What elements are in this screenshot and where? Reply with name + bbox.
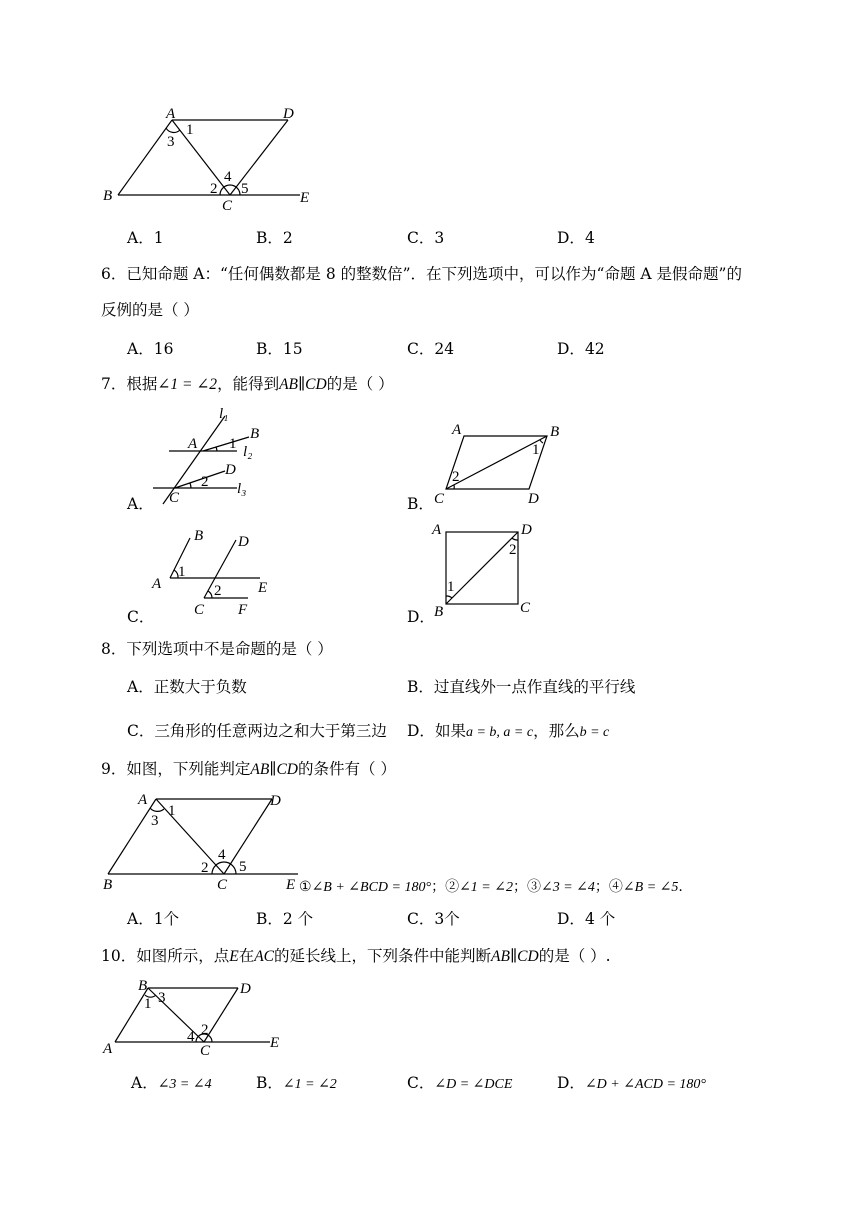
q9-cond-3-num: ③ xyxy=(527,879,541,895)
q9-cond-1: ∠B + ∠BCD = 180° xyxy=(311,880,432,895)
option-text-pre: 如果 xyxy=(434,722,466,740)
q9-cond-1-num: ① xyxy=(299,879,312,895)
q10-angle-4: 4 xyxy=(187,1029,195,1045)
option-text: 过直线外一点作直线的平行线 xyxy=(433,678,636,696)
q9-cond-2-num: ② xyxy=(445,879,460,895)
q9-option-a[interactable] xyxy=(127,909,179,929)
q5-line-AB xyxy=(118,120,172,195)
q7-option-c[interactable]: C． xyxy=(127,608,155,626)
option-letter: D． xyxy=(407,722,435,740)
q7a-arc-2 xyxy=(190,483,191,488)
q9-cond-3: ∠3 = ∠4 xyxy=(541,880,595,895)
q5-label-A: A xyxy=(166,106,176,122)
option-letter: B． xyxy=(407,678,434,696)
q9-cond-4: ∠B = ∠5 xyxy=(622,880,679,895)
q5-figure xyxy=(100,100,330,215)
q9-stem xyxy=(101,759,396,780)
option-letter: C． xyxy=(407,340,435,358)
q8-option-b[interactable] xyxy=(407,677,635,697)
option-letter: C． xyxy=(407,910,435,928)
q7b-label-C: C xyxy=(434,491,445,507)
q5-option-b[interactable] xyxy=(256,228,293,248)
q9-angle-3: 3 xyxy=(151,813,159,829)
q7c-arc-2 xyxy=(208,591,212,598)
q10-line-BC xyxy=(148,988,204,1042)
option-text: 2 个 xyxy=(282,910,314,928)
q10-p3: 的延长线上，下列条件中能判断 xyxy=(274,947,492,965)
q9-angle-4: 4 xyxy=(218,847,226,863)
option-text-mid: ，那么 xyxy=(533,722,580,740)
q9-prefix: 9．如图，下列能判定 xyxy=(101,760,251,778)
option-text: 4 xyxy=(584,229,595,247)
option-letter: A． xyxy=(127,340,154,358)
q7a-angle-2: 2 xyxy=(201,474,209,490)
q7d-angle-1: 1 xyxy=(447,579,455,595)
q10-line-CD xyxy=(204,988,238,1042)
q10-option-c[interactable] xyxy=(407,1073,512,1095)
option-letter: D． xyxy=(557,340,585,358)
option-text: 4 个 xyxy=(584,910,616,928)
q7-figure-c xyxy=(150,522,280,622)
q5-label-B: B xyxy=(103,188,113,204)
q9-label-B: B xyxy=(103,877,113,893)
q6-stem-line1: 6．已知命题 A：“任何偶数都是 8 的整数倍”．在下列选项中，可以作为“命题 A 是假命题”的 xyxy=(101,265,742,283)
q5-angle-4: 4 xyxy=(224,169,232,185)
q7-figure-d xyxy=(430,518,550,618)
q9-label-D: D xyxy=(270,793,281,809)
option-text: 3 xyxy=(434,229,445,247)
q6-option-c[interactable] xyxy=(407,339,454,359)
q7a-label-l3: l₃ xyxy=(237,481,247,497)
q7d-label-C: C xyxy=(520,600,531,616)
q9-suffix: 的条件有（ ） xyxy=(298,760,396,778)
q9-label-C: C xyxy=(217,877,228,893)
q7c-angle-2: 2 xyxy=(214,583,222,599)
q10-label-D: D xyxy=(240,981,251,997)
q9-label-E: E xyxy=(286,877,296,893)
q5-arc-A xyxy=(166,128,180,132)
q9-conditions xyxy=(299,877,683,898)
q7a-label-C: C xyxy=(169,490,180,506)
q9-option-d[interactable] xyxy=(557,909,615,929)
q8-option-d[interactable] xyxy=(407,721,609,743)
option-letter: A． xyxy=(127,678,154,696)
q7a-arc-1 xyxy=(216,447,217,451)
q5-line-AC xyxy=(172,120,230,195)
q9-angle-5: 5 xyxy=(239,859,247,875)
q5-line-CD xyxy=(230,120,288,195)
option-letter: A． xyxy=(127,229,154,247)
q7-condition: ∠1 = ∠2 xyxy=(157,376,218,393)
q10-target: AB∥CD xyxy=(491,948,539,965)
q7d-arc-2 xyxy=(512,538,518,540)
q7c-label-A: A xyxy=(152,576,162,592)
q7a-label-B: B xyxy=(250,426,260,442)
q10-p2: 在 xyxy=(238,947,255,965)
q9-arc-C xyxy=(212,862,236,874)
q7b-label-A: A xyxy=(452,422,462,438)
q6-option-a[interactable] xyxy=(127,339,173,359)
q10-stem xyxy=(101,946,611,967)
q7d-diagonal-BD xyxy=(446,532,518,604)
q7d-arc-1 xyxy=(446,596,452,598)
q9-line-AC xyxy=(156,799,224,874)
q10-label-E: E xyxy=(270,1035,280,1051)
q8-stem: 8．下列选项中不是命题的是（ ） xyxy=(101,640,333,658)
option-letter: C． xyxy=(127,722,155,740)
q7c-label-F: F xyxy=(238,602,248,618)
q7c-label-C: C xyxy=(194,602,205,618)
option-math-2: b = c xyxy=(579,725,610,740)
q5-label-D: D xyxy=(283,106,294,122)
option-expr: ∠3 = ∠4 xyxy=(157,1077,212,1092)
option-letter: B． xyxy=(256,340,283,358)
q7c-label-D: D xyxy=(238,534,249,550)
q5-angle-5: 5 xyxy=(241,181,249,197)
option-expr: ∠D = ∠DCE xyxy=(434,1077,513,1092)
q10-label-A: A xyxy=(103,1041,113,1057)
q5-angle-1: 1 xyxy=(186,122,194,138)
option-letter: D． xyxy=(557,1074,585,1092)
q9-label-A: A xyxy=(138,792,148,808)
q7b-label-D: D xyxy=(528,491,539,507)
q9-cond-4-num: ④ xyxy=(608,879,623,895)
q9-angle-2: 2 xyxy=(201,860,209,876)
q6-option-b[interactable] xyxy=(256,339,303,359)
q9-sep: ； xyxy=(431,879,446,895)
q7-figure-b xyxy=(430,418,570,508)
q7d-angle-2: 2 xyxy=(509,542,517,558)
q10-p1: 10．如图所示，点 xyxy=(101,947,230,965)
q8-option-c[interactable] xyxy=(127,721,387,741)
q7d-label-A: A xyxy=(432,522,442,538)
q7-figure-a xyxy=(145,404,275,509)
q5-option-a[interactable] xyxy=(127,228,164,248)
option-letter: A． xyxy=(127,910,154,928)
q5-label-E: E xyxy=(300,190,310,206)
q7a-label-D: D xyxy=(225,462,236,478)
q9-sep: ； xyxy=(594,879,609,895)
option-letter: D． xyxy=(557,229,585,247)
q7-stem xyxy=(101,374,394,395)
q7d-label-B: B xyxy=(434,604,444,620)
q7-option-b[interactable]: B． xyxy=(407,495,434,513)
q9-cond-2: ∠1 = ∠2 xyxy=(459,880,513,895)
q6-stem-line2: 反例的是（ ） xyxy=(101,301,199,319)
q10-option-b[interactable] xyxy=(256,1073,337,1095)
q7c-label-E: E xyxy=(258,580,268,596)
option-text: 15 xyxy=(282,340,303,358)
option-text: 1 xyxy=(153,229,164,247)
q8-option-a[interactable] xyxy=(127,677,247,697)
q10-label-C: C xyxy=(200,1043,211,1059)
q9-angle-1: 1 xyxy=(168,803,176,819)
option-letter: B． xyxy=(256,1074,283,1092)
q10-segment-AC: AC xyxy=(254,948,275,965)
option-expr: ∠1 = ∠2 xyxy=(282,1077,337,1092)
q7-target: AB∥CD xyxy=(279,376,327,393)
q7a-label-l1: l₁ xyxy=(219,406,229,422)
q7-prefix: 7．根据 xyxy=(101,375,158,393)
q9-sep: ； xyxy=(513,879,527,895)
q10-label-B: B xyxy=(138,978,148,994)
option-text: 2 xyxy=(282,229,293,247)
q5-option-d[interactable] xyxy=(557,228,595,248)
option-letter: A． xyxy=(131,1074,158,1092)
q10-angle-1: 1 xyxy=(144,996,152,1012)
q9-arc-A xyxy=(150,808,164,811)
q10-option-d[interactable] xyxy=(557,1073,706,1095)
option-letter: B． xyxy=(256,229,283,247)
q7-option-a[interactable]: A． xyxy=(127,495,154,513)
q5-angle-3: 3 xyxy=(167,134,175,150)
q5-angle-2: 2 xyxy=(210,181,218,197)
q9-figure xyxy=(100,787,310,897)
option-letter: D． xyxy=(557,910,585,928)
q7c-angle-1: 1 xyxy=(178,564,186,580)
q9-line-AB xyxy=(108,799,156,874)
q7a-label-A: A xyxy=(188,436,198,452)
q7a-angle-1: 1 xyxy=(229,436,237,452)
option-text: 3个 xyxy=(434,910,460,928)
q6-option-d[interactable] xyxy=(557,339,605,359)
q7b-angle-2: 2 xyxy=(452,469,460,485)
q7b-label-B: B xyxy=(550,424,560,440)
q10-p4: 的是（ ）. xyxy=(538,947,611,965)
q10-point-E: E xyxy=(229,948,239,965)
option-letter: C． xyxy=(407,1074,435,1092)
option-math-1: a = b, a = c xyxy=(465,725,534,740)
q5-option-c[interactable] xyxy=(407,228,444,248)
option-text: 42 xyxy=(584,340,605,358)
q7-suffix: 的是（ ） xyxy=(326,375,394,393)
q7d-label-D: D xyxy=(521,522,532,538)
q9-option-b[interactable] xyxy=(256,909,313,929)
option-text: 三角形的任意两边之和大于第三边 xyxy=(154,722,387,740)
q5-label-C: C xyxy=(222,198,233,214)
option-letter: B． xyxy=(256,910,283,928)
q7b-arc-1 xyxy=(540,440,543,443)
option-text: 1个 xyxy=(153,910,180,928)
q9-end: . xyxy=(678,879,683,895)
q7-mid: ，能得到 xyxy=(217,375,280,393)
option-expr: ∠D + ∠ACD = 180° xyxy=(584,1077,707,1092)
q7c-label-B: B xyxy=(194,528,204,544)
q10-angle-2: 2 xyxy=(201,1022,209,1038)
option-text: 16 xyxy=(153,340,174,358)
option-letter: C． xyxy=(407,229,435,247)
q7a-label-l2: l₂ xyxy=(243,444,253,460)
q10-figure xyxy=(100,975,290,1060)
q7b-angle-1: 1 xyxy=(532,442,540,458)
q7a-line-CD xyxy=(175,471,225,488)
q10-angle-3: 3 xyxy=(158,990,166,1006)
option-text: 24 xyxy=(434,340,455,358)
q10-option-a[interactable] xyxy=(131,1073,212,1095)
q9-option-c[interactable] xyxy=(407,909,460,929)
option-text: 正数大于负数 xyxy=(153,678,247,696)
q7-option-d[interactable]: D． xyxy=(407,608,435,626)
q9-target: AB∥CD xyxy=(250,761,299,778)
q9-line-CD xyxy=(224,799,272,874)
